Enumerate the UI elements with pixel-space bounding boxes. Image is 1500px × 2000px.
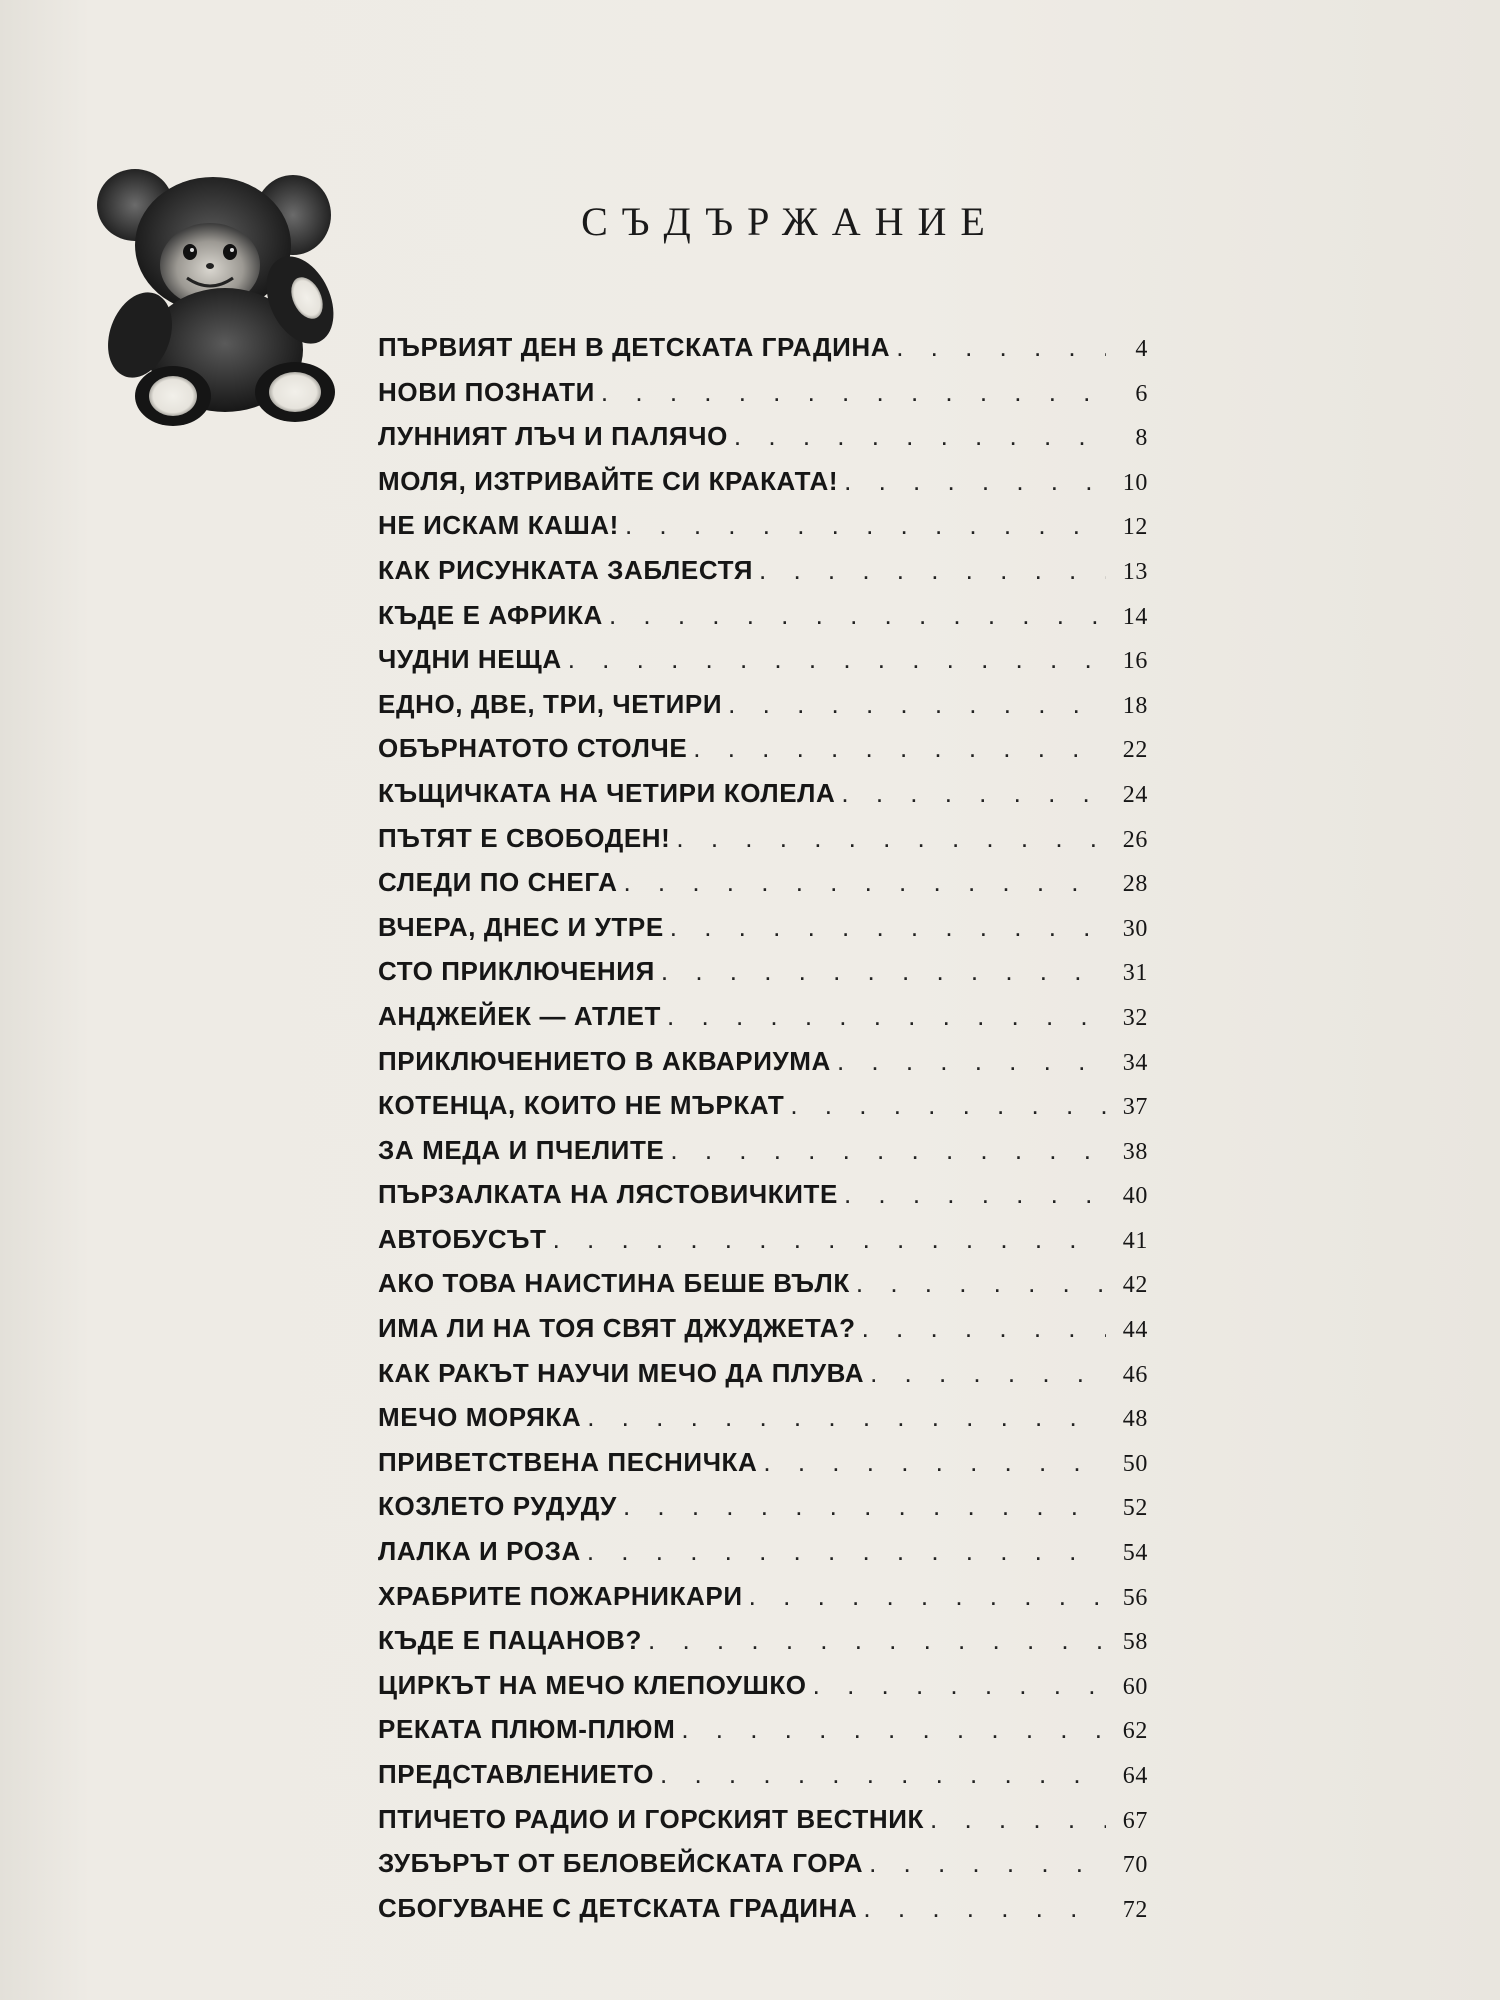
toc-entry-page-number: 48 [1122,1406,1148,1433]
toc-entry-title: АНДЖЕЙЕК — АТЛЕТ [378,1000,662,1031]
toc-entry-page-number: 34 [1122,1049,1148,1076]
toc-entry-page-number: 41 [1122,1227,1148,1254]
toc-leader-dots [587,1402,1106,1433]
toc-entry-page-number: 64 [1122,1763,1148,1789]
toc-entry [378,644,1148,689]
toc-entry [378,1046,1148,1091]
toc-entry [378,1893,1148,1938]
toc-entry [378,1804,1148,1849]
toc-leader-dots [670,1135,1106,1166]
toc-entry-page-number: 46 [1122,1361,1148,1388]
toc-entry [378,1536,1148,1581]
toc-entry-title: МЕЧО МОРЯКА [378,1402,582,1433]
toc-entry-page-number: 40 [1122,1183,1148,1210]
toc-entry [378,1268,1148,1313]
toc-entry-page-number: 12 [1122,514,1148,541]
toc-entry-title: ЛУННИЯТ ЛЪЧ И ПАЛЯЧО [378,421,728,452]
toc-entry-page-number: 37 [1122,1094,1148,1121]
toc-entry-page-number: 8 [1135,425,1148,452]
toc-entry-title: АВТОБУСЪТ [378,1223,547,1254]
toc-entry [378,689,1148,734]
toc-entry [378,1714,1148,1759]
toc-entry [378,1848,1148,1893]
toc-leader-dots [670,912,1106,943]
toc-entry-title: НОВИ ПОЗНАТИ [378,376,595,407]
toc-entry-page-number: 60 [1122,1673,1148,1700]
toc-entry [378,867,1148,912]
toc-leader-dots [862,1313,1106,1344]
toc-entry [378,466,1148,511]
toc-entry-title: КЪЩИЧКАТА НА ЧЕТИРИ КОЛЕЛА [378,777,836,808]
toc-entry-title: ЦИРКЪТ НА МЕЧО КЛЕПОУШКО [378,1669,807,1700]
toc-entry-title: КЪДЕ Е АФРИКА [378,599,603,630]
toc-entry-page-number: 54 [1122,1540,1148,1567]
toc-entry-title: ЛАЛКА И РОЗА [378,1536,581,1567]
toc-entry-title: АКО ТОВА НАИСТИНА БЕШЕ ВЪЛК [378,1268,850,1299]
toc-leader-dots [790,1090,1106,1121]
toc-entry-page-number: 44 [1122,1317,1148,1344]
toc-entry [378,1491,1148,1536]
toc-leader-dots [625,510,1106,541]
toc-entry-page-number: 38 [1122,1138,1148,1165]
toc-entry [378,1135,1148,1180]
toc-entry [378,1625,1148,1670]
toc-entry-page-number: 31 [1122,960,1148,987]
toc-leader-dots [869,1848,1106,1879]
toc-leader-dots [667,1001,1106,1032]
toc-entry-page-number: 14 [1122,603,1148,630]
toc-entry-title: КАК РИСУНКАТА ЗАБЛЕСТЯ [378,554,753,585]
toc-entry-title: СТО ПРИКЛЮЧЕНИЯ [378,956,655,987]
toc-entry-title: ИМА ЛИ НА ТОЯ СВЯТ ДЖУДЖЕТА? [378,1313,856,1344]
toc-entry [378,1402,1148,1447]
toc-entry-page-number: 30 [1122,915,1148,942]
toc-leader-dots [856,1268,1106,1299]
toc-entry [378,1759,1148,1804]
page-title: СЪДЪРЖАНИЕ [581,199,999,244]
toc-entry-page-number: 22 [1122,737,1148,764]
toc-entry [378,1313,1148,1358]
toc-entry-page-number: 13 [1122,558,1148,585]
toc-entry [378,600,1148,645]
toc-entry-title: ПЪРЗАЛКАТА НА ЛЯСТОВИЧКИТЕ [378,1179,838,1210]
toc-entry-title: СБОГУВАНЕ С ДЕТСКАТА ГРАДИНА [378,1892,858,1923]
toc-entry-title: СЛЕДИ ПО СНЕГА [378,867,618,898]
toc-entry-title: ЗА МЕДА И ПЧЕЛИТЕ [378,1134,665,1165]
toc-entry-page-number: 50 [1122,1450,1148,1477]
toc-entry-page-number: 72 [1122,1896,1148,1923]
toc-entry-title: МОЛЯ, ИЗТРИВАЙТЕ СИ КРАКАТА! [378,465,839,496]
toc-leader-dots [844,466,1106,497]
table-of-contents [378,332,1148,1937]
toc-entry-title: ПТИЧЕТО РАДИО И ГОРСКИЯТ ВЕСТНИК [378,1803,925,1834]
toc-entry-page-number: 24 [1122,781,1148,808]
toc-leader-dots [587,1536,1106,1567]
toc-entry [378,421,1148,466]
toc-entry-title: ПЪТЯТ Е СВОБОДЕН! [378,822,671,853]
toc-leader-dots [863,1893,1106,1924]
toc-leader-dots [648,1625,1106,1656]
toc-entry-page-number: 42 [1122,1272,1148,1299]
toc-entry-page-number: 52 [1122,1495,1148,1522]
toc-entry-page-number: 56 [1122,1584,1148,1611]
toc-leader-dots [896,332,1106,363]
toc-entry [378,1224,1148,1269]
toc-leader-dots [681,1714,1106,1745]
toc-entry-title: ОБЪРНАТОТО СТОЛЧЕ [378,733,688,764]
toc-entry-title: ПЪРВИЯТ ДЕН В ДЕТСКАТА ГРАДИНА [378,332,891,362]
toc-entry [378,778,1148,823]
toc-leader-dots [841,778,1106,809]
toc-leader-dots [623,867,1106,898]
toc-entry [378,555,1148,600]
toc-entry [378,956,1148,1001]
toc-entry-page-number: 62 [1122,1718,1148,1745]
toc-entry-page-number: 18 [1122,692,1148,719]
toc-leader-dots [660,1759,1106,1790]
toc-entry-title: ПРИВЕТСТВЕНА ПЕСНИЧКА [378,1446,758,1477]
toc-leader-dots [759,555,1106,586]
toc-entry-page-number: 58 [1122,1629,1148,1656]
toc-leader-dots [553,1224,1106,1255]
toc-entry-page-number: 16 [1122,648,1148,675]
toc-leader-dots [601,377,1106,408]
toc-entry [378,1581,1148,1626]
toc-leader-dots [623,1491,1106,1522]
toc-leader-dots [749,1581,1106,1612]
toc-entry-page-number: 4 [1135,336,1148,362]
toc-leader-dots [837,1046,1106,1077]
toc-entry [378,1001,1148,1046]
toc-leader-dots [763,1447,1106,1478]
toc-entry [378,912,1148,957]
toc-entry-page-number: 28 [1122,871,1148,898]
toc-entry-title: ЕДНО, ДВЕ, ТРИ, ЧЕТИРИ [378,688,723,719]
toc-entry-title: ПРЕДСТАВЛЕНИЕТО [378,1759,655,1789]
toc-entry [378,377,1148,422]
toc-leader-dots [844,1179,1106,1210]
toc-entry [378,332,1148,377]
toc-entry-page-number: 26 [1122,826,1148,853]
toc-entry [378,1447,1148,1492]
toc-entry [378,1358,1148,1403]
toc-entry [378,1670,1148,1715]
toc-entry-title: ЗУБЪРЪТ ОТ БЕЛОВЕЙСКАТА ГОРА [378,1848,864,1879]
toc-leader-dots [661,956,1106,987]
toc-entry-title: КЪДЕ Е ПАЦАНОВ? [378,1625,643,1656]
toc-entry-title: НЕ ИСКАМ КАША! [378,510,619,541]
toc-entry [378,510,1148,555]
toc-leader-dots [813,1670,1106,1701]
toc-entry-title: КОТЕНЦА, КОИТО НЕ МЪРКАТ [378,1090,785,1121]
toc-entry [378,823,1148,868]
toc-entry-title: КАК РАКЪТ НАУЧИ МЕЧО ДА ПЛУВА [378,1357,865,1388]
toc-entry-title: ЧУДНИ НЕЩА [378,644,562,675]
toc-entry-title: ХРАБРИТЕ ПОЖАРНИКАРИ [378,1580,743,1611]
toc-entry [378,1090,1148,1135]
toc-leader-dots [930,1804,1106,1835]
toc-leader-dots [693,733,1106,764]
toc-leader-dots [728,689,1106,720]
toc-entry-title: РЕКАТА ПЛЮМ-ПЛЮМ [378,1714,676,1745]
toc-leader-dots [870,1358,1106,1389]
toc-entry-title: ПРИКЛЮЧЕНИЕТО В АКВАРИУМА [378,1045,831,1076]
toc-entry-page-number: 10 [1122,469,1148,496]
toc-leader-dots [568,644,1106,675]
toc-entry [378,1179,1148,1224]
toc-leader-dots [676,823,1106,854]
toc-entry [378,733,1148,778]
toc-entry-title: ВЧЕРА, ДНЕС И УТРЕ [378,911,664,942]
toc-leader-dots [734,421,1106,452]
toc-entry-title: КОЗЛЕТО РУДУДУ [378,1491,617,1522]
toc-entry-page-number: 32 [1122,1004,1148,1031]
toc-entry-page-number: 70 [1122,1852,1148,1879]
toc-entry-page-number: 6 [1135,380,1148,407]
toc-leader-dots [609,600,1106,631]
toc-entry-page-number: 67 [1122,1807,1148,1834]
